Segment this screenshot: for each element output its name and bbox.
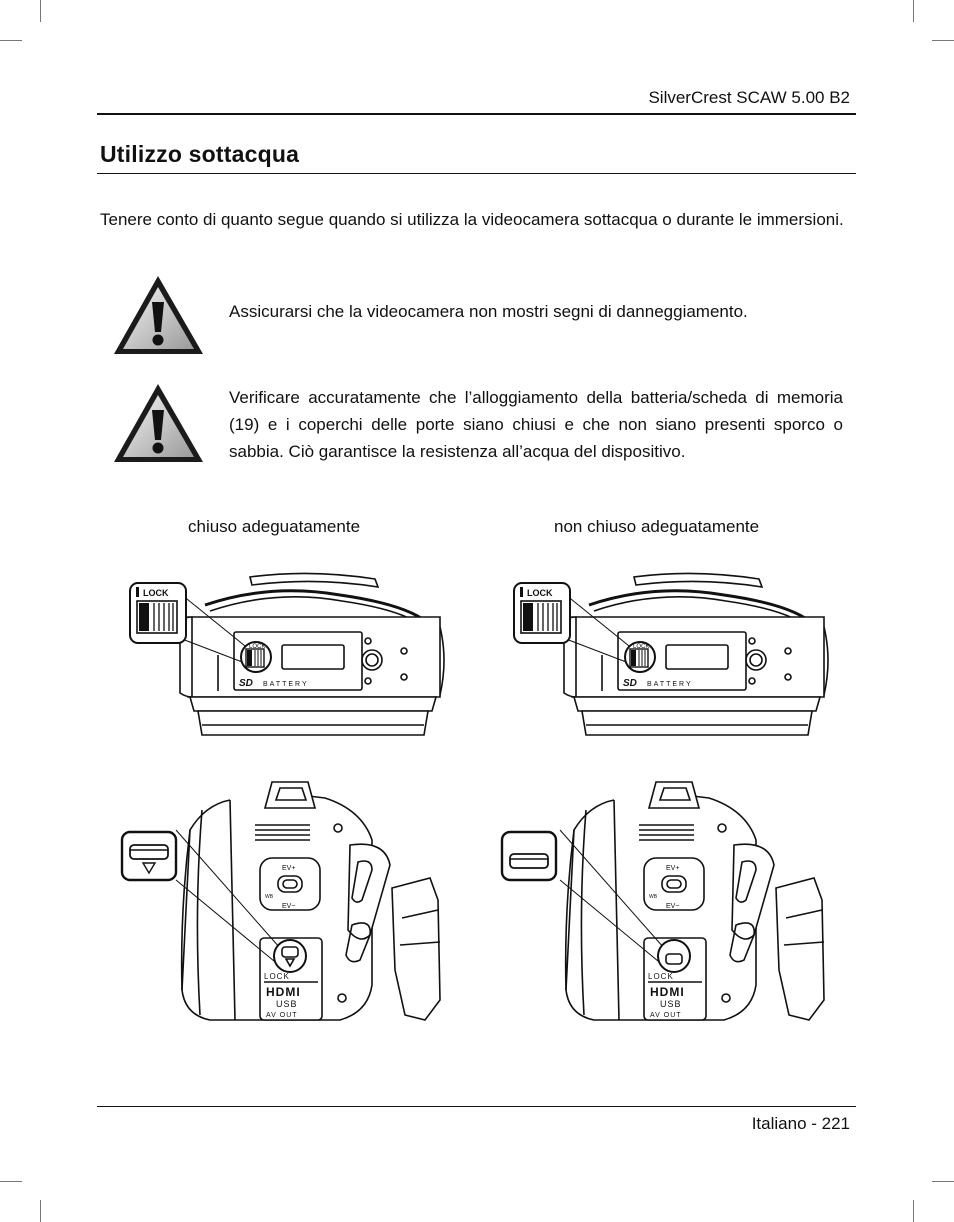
wb-label: WB <box>265 894 274 900</box>
lock-callout-label: LOCK <box>143 588 169 598</box>
port-label-av-out: AV OUT <box>266 1012 298 1019</box>
battery-cover-label: BATTERY <box>647 681 693 688</box>
port-cover-open-figure <box>494 770 839 1030</box>
crop-mark <box>40 1200 41 1222</box>
port-cover-closed-figure <box>110 770 455 1030</box>
ev-minus-label: EV− <box>666 903 680 910</box>
port-lock-label: LOCK <box>648 972 674 981</box>
warning-triangle-icon <box>111 380 206 466</box>
crop-mark <box>913 0 914 22</box>
lock-callout-label: LOCK <box>527 588 553 598</box>
crop-mark <box>40 0 41 22</box>
warning-triangle-icon <box>111 272 206 358</box>
caption-open: non chiuso adeguatamente <box>554 517 760 536</box>
small-lock-label: LOCK <box>633 644 650 650</box>
title-rule <box>97 173 856 174</box>
small-lock-label: LOCK <box>249 644 266 650</box>
section-title: Utilizzo sottacqua <box>100 141 300 167</box>
ev-plus-label: EV+ <box>666 865 680 872</box>
crop-mark <box>0 1181 22 1182</box>
wb-label: WB <box>649 894 658 900</box>
intro-paragraph: Tenere conto di quanto segue quando si utilizza la videocamera sottacqua o durante le immersioni. <box>100 210 844 229</box>
warning-text: Verificare accuratamente che l’alloggiamento della batteria/scheda di memoria (19) e i coperchi delle porte siano chiusi e che non siano presenti sporco o sabbia. Ciò garantisce la resistenza all’acqua del dispositivo. <box>229 388 843 461</box>
ev-plus-label: EV+ <box>282 865 296 872</box>
footer-rule <box>97 1106 856 1107</box>
port-label-usb: USB <box>660 999 682 1009</box>
crop-mark <box>932 1181 954 1182</box>
crop-mark <box>932 40 954 41</box>
sd-logo: SD <box>239 678 253 689</box>
crop-mark <box>0 40 22 41</box>
battery-cover-label: BATTERY <box>263 681 309 688</box>
port-label-hdmi: HDMI <box>266 985 301 999</box>
page-number: Italiano - 221 <box>751 1114 850 1133</box>
header-model: SilverCrest SCAW 5.00 B2 <box>648 88 850 107</box>
port-label-usb: USB <box>276 999 298 1009</box>
battery-compartment-closed-figure <box>110 565 455 740</box>
battery-compartment-open-figure <box>494 565 839 740</box>
ev-minus-label: EV− <box>282 903 296 910</box>
sd-logo: SD <box>623 678 637 689</box>
warning-text: Assicurarsi che la videocamera non mostri segni di danneggiamento. <box>229 302 748 321</box>
header-rule <box>97 113 856 115</box>
crop-mark <box>913 1200 914 1222</box>
caption-closed: chiuso adeguatamente <box>188 517 361 536</box>
port-lock-label: LOCK <box>264 972 290 981</box>
port-label-av-out: AV OUT <box>650 1012 682 1019</box>
port-label-hdmi: HDMI <box>650 985 685 999</box>
